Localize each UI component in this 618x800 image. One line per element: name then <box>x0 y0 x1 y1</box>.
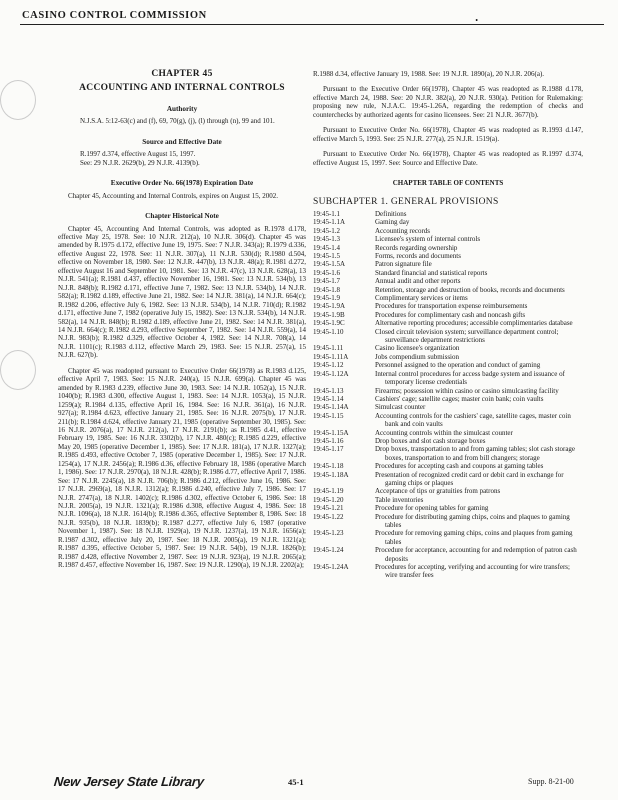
toc-section-title: Presentation of recognized credit card or debit card in exchange for gaming chips or plaques <box>375 470 564 487</box>
exec-order-text: Chapter 45, Accounting and Internal Controls, expires on August 15, 2002. <box>68 191 278 200</box>
toc-section-number: 19:45-1.8 <box>313 285 341 294</box>
toc-entry <box>313 504 583 512</box>
toc-section-number: 19:45-1.13 <box>313 386 344 395</box>
toc-entry <box>313 513 583 530</box>
authority-heading: Authority <box>166 104 198 113</box>
toc-section-title: Acceptance of tips or gratuities from patrons <box>375 487 501 496</box>
toc-section-title: Internal control procedures for access badge system and issuance of temporary license credentials <box>375 369 565 387</box>
historical-note-paragraph-2: Chapter 45 was readopted pursuant to Executive Order 66(1978) as R.1983 d.125, effective April 7, 1983. See: 15 N.J.R. 240(a), 15 N.J.R. 699(a). Chapter 45 was amended by R.1983 d.239, effective June 30, 1983. See: 14 N.J.R. 1052(a), 15 N.J.R. 1040(b); R.1983 d.300, effective August 1, 1983. See: 14 N.J.R. 1053(a), 15 N.J.R. 1259(a); R.1984 d.135, effective April 16, 1984. See: 16 N.J.R. 361(a), 16 N.J.R. 927(a); R.1984 d.623, effective January 21, 1985. See: 16 N.J.R. 2075(b), 17 N.J.R. 211(b); R.1984 d.624, effective January 21, 1985 (operative September 30, 1985). See: 16 N.J.R. 2076(a), 17 N.J.R. 212(a), 17 N.J.R. 2191(b); as R.1985 d.41, effective February 19, 1985. See: 16 N.J.R. 3302(b), 17 N.J.R. 480(c); R.1985 d.229, effective May 20, 1985 (operative December 1, 1985). See: 17 N.J.R. 181(a), 17 N.J.R. 1327(a); R.1985 d.493, effective October 7, 1985 (operative December 1, 1985). See: 17 N.J.R. 1254(a), 17 N.J.R. 2456(a); R.1986 d.36, effective February 18, 1986 (operative March 1, 1986). See: 17 N.J.R. 2970(a), 18 N.J.R. 428(b); R.1986 d.77, effective April 7, 1986. See: 17 N.J.R. 2245(a), 18 N.J.R. 706(b); R.1986 d.212, effective June 16, 1986. See: 17 N.J.R. 2969(a), 18 N.J.R. 1312(a); R.1986 d.240, effective July 7, 1986. See: 17 N.J.R. 2747(a), 18 N.J.R. 1402(c); R.1986 d.302, effective October 6, 1986. See: 18 N.J.R. 2005(a), 19 N.J.R. 1321(a); R.1986 d.308, effective August 4, 1986. See: 18 N.J.R. 1096(a), 18 N.J.R. 1614(b); R.1986 d.365, effective September 8, 1986. See: 18 N.J.R. 935(b), 18 N.J.R. 1839(b); R.1987 d.277, effective July 6, 1987 (operative November 1, 1987). See: 18 N.J.R. 1929(a), 19 N.J.R. 1237(a), 19 N.J.R. 1656(a); R.1987 d.302, effective July 20, 1987. See: 18 N.J.R. 2005(a), 19 N.J.R. 1321(a); R.1987 d.395, effective October 5, 1987. See: 19 N.J.R. 54(b), 19 N.J.R. 1826(b); R.1987 d.428, effective November 2, 1987. See: 19 N.J.R. 923(a), 19 N.J.R. 2065(a); R.1987 d.457, effective November 16, 1987. See: 19 N.J.R. 1290(a), 19 N.J.R. 2202(a); <box>58 366 306 570</box>
toc-section-number: 19:45-1.24A <box>313 563 349 572</box>
toc-section-number: 19:45-1.16 <box>313 436 344 445</box>
toc-section-title: Annual audit and other reports <box>375 277 461 286</box>
toc-title: CHAPTER TABLE OF CONTENTS <box>392 179 504 188</box>
toc-section-title: Casino licensee's organization <box>375 344 460 353</box>
toc-section-number: 19:45-1.1 <box>313 209 341 218</box>
toc-section-number: 19:45-1.10 <box>313 327 344 336</box>
toc-entry <box>313 471 583 488</box>
toc-section-title: Forms, records and documents <box>375 252 461 261</box>
toc-entry <box>313 403 583 411</box>
toc-entry <box>313 235 583 243</box>
toc-entry <box>313 529 583 546</box>
toc-entry <box>313 244 583 252</box>
readoption-paragraph-1: Pursuant to the Executive Order 66(1978), Chapter 45 was readopted as R.1988 d.178, effective March 24, 1988. See: 20 N.J.R. 382(a), 20 N.J.R. 930(a). Petition for Rulemaking: proposing new rule, N.J.A.C. 19:45-1.26A, regarding the redemption of checks and counterchecks by authorized agents for casino licensees. See: 21 N.J.R. 3677(b). <box>313 85 583 119</box>
toc-section-number: 19:45-1.14 <box>313 394 344 403</box>
toc-section-title: Drop boxes, transportation to and from gaming tables; slot cash storage boxes, transportation to and from bill changers; storage <box>375 445 576 462</box>
toc-section-number: 19:45-1.1A <box>313 218 346 227</box>
toc-entry <box>313 437 583 445</box>
toc-section-title: Complimentary services or items <box>375 294 468 303</box>
library-stamp: New Jersey State Library <box>53 774 205 789</box>
toc-entry <box>313 563 583 580</box>
toc-section-title: Jobs compendium submission <box>375 352 460 361</box>
punch-hole-middle <box>0 350 36 390</box>
right-column <box>313 70 583 580</box>
toc-entry <box>313 319 583 327</box>
readoption-paragraph-3: Pursuant to Executive Order No. 66(1978), Chapter 45 was readopted as R.1997 d.374, effective August 15, 1997. See: Source and Effective Date. <box>313 150 583 167</box>
toc-section-number: 19:45-1.14A <box>313 403 349 412</box>
toc-section-title: Records regarding ownership <box>375 243 458 252</box>
toc-section-number: 19:45-1.15A <box>313 428 349 437</box>
toc-entry <box>313 412 583 429</box>
toc-entry <box>313 344 583 352</box>
chapter-title: ACCOUNTING AND INTERNAL CONTROLS <box>79 83 285 94</box>
toc-section-number: 19:45-1.20 <box>313 495 344 504</box>
toc-section-number: 19:45-1.19 <box>313 487 344 496</box>
toc-section-title: Standard financial and statistical reports <box>375 268 488 277</box>
toc-section-title: Procedures for accepting cash and coupons at gaming tables <box>375 462 544 471</box>
toc-entry <box>313 387 583 395</box>
toc-section-title: Gaming day <box>375 218 410 227</box>
toc-section-number: 19:45-1.9C <box>313 319 345 328</box>
toc-list <box>313 210 583 580</box>
toc-entry <box>313 311 583 319</box>
toc-section-number: 19:45-1.5A <box>313 260 346 269</box>
authority-text: N.J.S.A. 5:12-63(c) and (f), 69, 70(g), (j), (l) through (n), 99 and 101. <box>80 117 275 126</box>
toc-section-title: Alternative reporting procedures; accessible complimentaries database <box>375 319 573 328</box>
toc-section-title: Definitions <box>375 209 407 218</box>
toc-section-title: Procedures for accepting, verifying and accounting for wire transfers; wire transfer fees <box>375 563 570 580</box>
toc-section-title: Procedure for removing gaming chips, coins and plaques from gaming tables <box>375 529 573 546</box>
toc-section-title: Accounting controls for the cashiers' cage, satellite cages, master coin bank and coin vaults <box>375 411 571 429</box>
toc-section-number: 19:45-1.4 <box>313 243 341 252</box>
toc-section-title: Licensee's system of internal controls <box>375 235 481 244</box>
toc-section-number: 19:45-1.12A <box>313 369 349 378</box>
toc-section-number: 19:45-1.18A <box>313 470 349 479</box>
toc-entry <box>313 260 583 268</box>
exec-order-heading: Executive Order No. 66(1978) Expiration Date <box>110 179 254 188</box>
toc-section-title: Closed circuit television system; surveillance department control; surveillance department restrictions <box>375 327 559 345</box>
toc-section-title: Accounting records <box>375 226 431 235</box>
toc-entry <box>313 227 583 235</box>
source-heading: Source and Effective Date <box>142 137 222 146</box>
toc-entry <box>313 395 583 403</box>
toc-entry <box>313 370 583 387</box>
toc-section-title: Procedure for acceptance, accounting for and redemption of patron cash deposits <box>375 546 577 563</box>
toc-section-number: 19:45-1.5 <box>313 252 341 261</box>
source-line-2: See: 29 N.J.R. 2629(b), 29 N.J.R. 4139(b). <box>80 158 200 167</box>
toc-entry <box>313 462 583 470</box>
toc-entry <box>313 294 583 302</box>
left-column <box>58 70 306 570</box>
toc-section-title: Retention, storage and destruction of books, records and documents <box>375 285 565 294</box>
toc-section-title: Accounting controls within the simulcast counter <box>375 428 513 437</box>
toc-entry <box>313 328 583 345</box>
toc-entry <box>313 252 583 260</box>
toc-entry <box>313 269 583 277</box>
toc-section-title: Cashiers' cage; satellite cages; master coin bank; coin vaults <box>375 394 544 403</box>
toc-section-number: 19:45-1.6 <box>313 268 341 277</box>
toc-section-number: 19:45-1.23 <box>313 529 344 538</box>
readoption-paragraph-2: Pursuant to Executive Order No. 66(1978), Chapter 45 was readopted as R.1993 d.147, effective March 5, 1993. See: 25 N.J.R. 277(a), 25 N.J.R. 1519(a). <box>313 126 583 143</box>
supplement-date: Supp. 8-21-00 <box>528 777 574 786</box>
toc-section-title: Procedure for opening tables for gaming <box>375 504 489 513</box>
toc-section-number: 19:45-1.9B <box>313 310 345 319</box>
toc-section-number: 19:45-1.9 <box>313 294 341 303</box>
toc-section-title: Procedures for transportation expense reimbursements <box>375 302 528 311</box>
historical-note-continued: R.1988 d.34, effective January 19, 1988. See: 19 N.J.R. 1890(a), 20 N.J.R. 206(a). <box>313 70 545 78</box>
running-header: CASINO CONTROL COMMISSION <box>22 10 207 21</box>
toc-section-title: Procedures for complimentary cash and noncash gifts <box>375 310 526 319</box>
toc-section-title: Patron signature file <box>375 260 432 269</box>
historical-note-heading: Chapter Historical Note <box>145 212 219 221</box>
header-mark: • <box>475 16 478 25</box>
toc-entry <box>313 546 583 563</box>
toc-section-number: 19:45-1.18 <box>313 462 344 471</box>
header-rule <box>20 24 604 25</box>
toc-section-number: 19:45-1.21 <box>313 504 344 513</box>
historical-note-paragraph-1: Chapter 45, Accounting And Internal Controls, was adopted as R.1978 d.178, effective May 25, 1978. See: 10 N.J.R. 212(a), 10 N.J.R. 306(d). Chapter 45 was amended by R.1975 d.172, effective June 19, 1975. See: 7 N.J.R. 343(a); R.1979 d.336, effective August 22, 1978. See: 11 N.J.R. 307(a), 11 N.J.R. 530(d); R.1980 d.504, effective on November 18, 1980. See: 12 N.J.R. 447(b), 13 N.J.R. 48(a); R.1981 d.272, effective August 16 and September 10, 1981. See: 13 N.J.R. 47(c), 13 N.J.R. 628(a), 13 N.J.R. 541(a); R.1981 d.437, effective November 16, 1981. See: 13 N.J.R. 534(b), 13 N.J.R. 848(b); R.1982 d.171, effective June 7, 1982. See: 13 N.J.R. 534(b), 14 N.J.R. 582(a); R.1982 d.189, effective June 21, 1982. See: 14 N.J.R. 381(a), 14 N.J.R. 664(c); R.1982 d.206, effective July 6, 1982. See: 13 N.J.R. 534(b), 14 N.J.R. 710(d); R.1982 d.171, effective June 7, 1982 (operative July 15, 1982). See: 13 N.J.R. 534(b), 14 N.J.R. 582(a), 14 N.J.R. 848(b); R.1982 d.189, effective June 21, 1982. See: 14 N.J.R. 381(a), 14 N.J.R. 664(c); R.1982 d.293, effective September 7, 1982. See: 14 N.J.R. 559(a), 14 N.J.R. 983(b); R.1982 d.329, effective October 4, 1982. See: 14 N.J.R. 708(a), 14 N.J.R. 1101(c); R.1983 d.112, effective March 29, 1983. See: 15 N.J.R. 257(a), 15 N.J.R. 627(b). <box>58 224 306 360</box>
page-number: 45-1 <box>288 777 304 787</box>
toc-section-number: 19:45-1.2 <box>313 226 341 235</box>
toc-section-title: Drop boxes and slot cash storage boxes <box>375 436 486 445</box>
toc-entry <box>313 286 583 294</box>
subchapter-heading: SUBCHAPTER 1. GENERAL PROVISIONS <box>313 196 499 207</box>
toc-section-number: 19:45-1.17 <box>313 445 344 454</box>
toc-entry <box>313 487 583 495</box>
toc-section-number: 19:45-1.9A <box>313 302 346 311</box>
toc-entry <box>313 361 583 369</box>
toc-section-title: Table inventories <box>375 495 424 504</box>
toc-section-number: 19:45-1.3 <box>313 235 341 244</box>
toc-entry <box>313 353 583 361</box>
toc-entry <box>313 210 583 218</box>
toc-section-number: 19:45-1.7 <box>313 277 341 286</box>
toc-entry <box>313 302 583 310</box>
toc-section-title: Personnel assigned to the operation and conduct of gaming <box>375 361 541 370</box>
toc-section-number: 19:45-1.22 <box>313 512 344 521</box>
toc-entry <box>313 429 583 437</box>
chapter-number: CHAPTER 45 <box>151 69 213 79</box>
punch-hole-top <box>0 80 36 120</box>
toc-entry <box>313 277 583 285</box>
toc-section-number: 19:45-1.24 <box>313 546 344 555</box>
toc-entry <box>313 496 583 504</box>
toc-section-title: Simulcast counter <box>375 403 426 412</box>
toc-entry <box>313 218 583 226</box>
toc-section-number: 19:45-1.11 <box>313 344 344 353</box>
source-line-1: R.1997 d.374, effective August 15, 1997. <box>80 150 196 159</box>
toc-section-title: Procedure for distributing gaming chips, coins and plaques to gaming tables <box>375 512 570 530</box>
toc-section-number: 19:45-1.15 <box>313 411 344 420</box>
toc-section-title: Firearms; possession within casino or casino simulcasting facility <box>375 386 559 395</box>
toc-section-number: 19:45-1.12 <box>313 361 344 370</box>
toc-entry <box>313 445 583 462</box>
toc-section-number: 19:45-1.11A <box>313 352 349 361</box>
